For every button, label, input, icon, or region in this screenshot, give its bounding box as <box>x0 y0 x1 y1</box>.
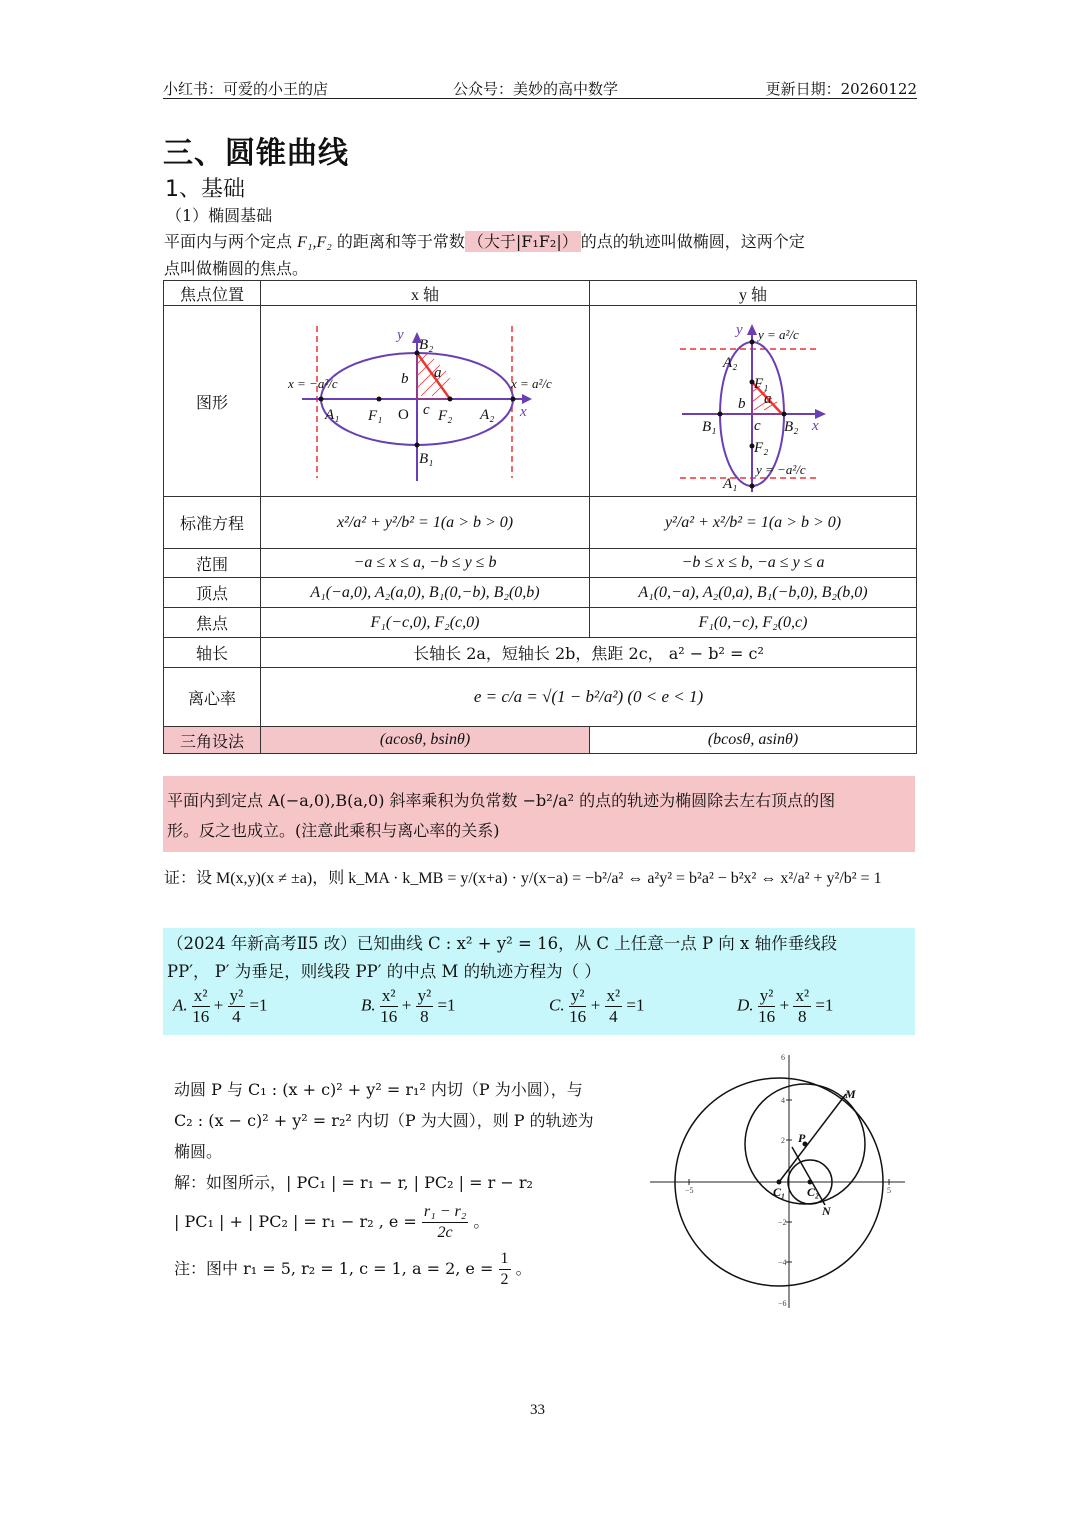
y-axis-label: y <box>397 327 404 343</box>
tick-label: −4 <box>778 1258 787 1267</box>
frac-num: y² <box>759 986 774 1005</box>
vertex-label: A₂ <box>723 355 738 371</box>
page-number: 33 <box>530 1402 545 1418</box>
vertex-label: A₁ <box>723 476 738 492</box>
note-text: 注：图中 r₁ = 5, r₂ = 1, c = 1, a = 2, e = <box>174 1259 494 1278</box>
row-label: 离心率 <box>164 668 261 727</box>
segment-label: c <box>423 402 430 418</box>
solution-text: 。 <box>473 1212 490 1231</box>
tick-label: 4 <box>781 1096 785 1105</box>
ellipse-y-figure <box>590 306 916 492</box>
segment-label: a <box>434 365 442 381</box>
segment-label: b <box>738 396 746 412</box>
tick-label: 5 <box>887 1186 891 1195</box>
equation-y: y²/a² + x²/b² = 1(a > b > 0) <box>590 497 917 549</box>
vertices-y: A₁(0,−a), A₂(0,a), B₁(−b,0), B₂(b,0) <box>590 578 917 608</box>
point-label: N <box>822 1204 831 1218</box>
option-letter: D. <box>737 995 754 1015</box>
solution-line <box>174 1202 644 1243</box>
tick-label: −5 <box>685 1186 694 1195</box>
frac-den: 4 <box>232 1007 241 1026</box>
circles-figure <box>640 1050 920 1310</box>
header-center: 公众号：美妙的高中数学 <box>453 80 619 98</box>
solution-line: 解：如图所示，| PC₁ | = r₁ − r, | PC₂ | = r − r₂ <box>174 1173 533 1192</box>
point-label: C₂ <box>807 1185 820 1199</box>
x-axis-label: x <box>520 404 527 420</box>
solution-text: | PC₁ | + | PC₂ | = r₁ − r₂ , e = <box>174 1212 417 1231</box>
focus-label: F₂ <box>754 440 769 456</box>
option-a[interactable]: A. $\frac{\text{x²}}{16}$ + $\frac{\text{y²}}{4}$ =1 <box>173 986 268 1026</box>
note-line <box>174 1249 644 1290</box>
frac-num: y² <box>417 986 432 1005</box>
frac-den: 16 <box>380 1007 398 1026</box>
row-label: 轴长 <box>164 638 261 668</box>
frac-num: x² <box>606 986 621 1005</box>
page-header <box>163 78 917 99</box>
foci-y: F₁(0,−c), F₂(0,c) <box>590 608 917 638</box>
eccentricity: e = c/a = √(1 − b²/a²) (0 < e < 1) <box>261 668 917 727</box>
frac-num: r₁ − r₂ <box>422 1202 468 1223</box>
equation-x: x²/a² + y²/b² = 1(a > b > 0) <box>261 497 590 549</box>
frac-den: 4 <box>609 1007 618 1026</box>
param-x: (acosθ, bsinθ) <box>261 727 590 754</box>
header-right: 更新日期：20260122 <box>765 80 917 98</box>
tick-label: 2 <box>781 1136 785 1145</box>
theorem-line: 形。反之也成立。(注意此乘积与离心率的关系) <box>167 821 500 840</box>
foci-x: F₁(−c,0), F₂(c,0) <box>261 608 590 638</box>
slope-product-box <box>163 776 915 852</box>
option-rhs: =1 <box>249 995 268 1015</box>
proof-line: 证：设 M(x,y)(x ≠ ±a)，则 k_MA · k_MB = y/(x+a) · y/(x−a) = −b²/a² ⇔ a²y² = b²a² − b²x² ⇔ x²/a² + y²/b² = 1 <box>164 870 882 887</box>
table-header: x 轴 <box>261 281 590 306</box>
param-y: (bcosθ, asinθ) <box>590 727 917 754</box>
definition-text: 的点的轨迹叫做椭圆，这两个定 <box>580 232 805 251</box>
point-label: M <box>845 1087 856 1101</box>
frac-den: 8 <box>420 1007 429 1026</box>
vertex-label: A₁ <box>325 407 340 423</box>
axis-lengths: 长轴长 2a，短轴长 2b，焦距 2c， a² − b² = c² <box>261 638 917 668</box>
row-label: 焦点 <box>164 608 261 638</box>
vertices-x: A₁(−a,0), A₂(a,0), B₁(0,−b), B₂(0,b) <box>261 578 590 608</box>
vertex-label: A₂ <box>480 407 495 423</box>
table-header: 焦点位置 <box>164 281 261 306</box>
sub-sub-title: （1）椭圆基础 <box>166 206 273 225</box>
section-title: 三、圆锥曲线 <box>163 136 349 171</box>
definition-paragraph <box>164 229 920 282</box>
theorem-line: 平面内到定点 A(−a,0),B(a,0) 斜率乘积为负常数 −b²/a² 的点的轨迹为椭圆除去左右顶点的图 <box>167 791 836 810</box>
figure-y-cell <box>590 306 917 497</box>
problem-text <box>167 930 915 986</box>
focus-label: F₁ <box>754 376 769 392</box>
frac-den: 16 <box>569 1007 587 1026</box>
problem-line: PP′， P′ 为垂足，则线段 PP′ 的中点 M 的轨迹方程为（ ） <box>167 962 601 981</box>
segment-label: c <box>754 418 761 434</box>
tick-label: −2 <box>778 1218 787 1227</box>
circle-problem <box>174 1074 644 1290</box>
problem-line: 动圆 P 与 C₁ : (x + c)² + y² = r₁² 内切（P 为小圆），与 <box>174 1080 583 1099</box>
vertex-label: B₂ <box>784 419 799 435</box>
frac-den: 16 <box>758 1007 776 1026</box>
definition-text: 平面内与两个定点 <box>164 232 293 251</box>
frac-num: y² <box>570 986 585 1005</box>
frac-den: 2c <box>437 1224 453 1241</box>
option-rhs: =1 <box>437 995 456 1015</box>
frac-num: x² <box>193 986 208 1005</box>
definition-text: 的距离和等于常数 <box>336 232 465 251</box>
frac-num: x² <box>795 986 810 1005</box>
range-y: −b ≤ x ≤ b, −a ≤ y ≤ a <box>590 549 917 578</box>
focus-label: F₁ <box>368 408 383 424</box>
focus-label: F₂ <box>438 408 453 424</box>
vertex-label: B₁ <box>702 419 717 435</box>
frac-den: 16 <box>192 1007 210 1026</box>
figure-x-cell <box>261 306 590 497</box>
exam-problem-box <box>163 928 915 1035</box>
point-label: P <box>798 1131 806 1145</box>
x-axis-label: x <box>812 418 819 434</box>
option-d[interactable]: D. $\frac{\text{y²}}{16}$ + $\frac{\text{x²}}{8}$ =1 <box>737 986 834 1026</box>
origin-label: O <box>398 407 409 423</box>
subsection-title: 1、基础 <box>165 177 245 202</box>
y-axis-label: y <box>736 322 743 338</box>
directrix-label: y = −a²/c <box>756 462 806 477</box>
frac-num: x² <box>381 986 396 1005</box>
row-label: 图形 <box>164 306 261 497</box>
tick-label: −6 <box>778 1299 787 1308</box>
problem-line: （2024 年新高考Ⅱ5 改）已知曲线 C : x² + y² = 16，从 C 上任意一点 P 向 x 轴作垂线段 <box>167 934 838 953</box>
option-b[interactable]: B. $\frac{\text{x²}}{16}$ + $\frac{\text{y²}}{8}$ =1 <box>361 986 456 1026</box>
problem-line: 椭圆。 <box>174 1142 223 1161</box>
segment-label: b <box>401 371 409 387</box>
row-label: 顶点 <box>164 578 261 608</box>
tick-label: 6 <box>781 1053 785 1062</box>
option-c[interactable]: C. $\frac{\text{y²}}{16}$ + $\frac{\text{x²}}{4}$ =1 <box>549 986 645 1026</box>
problem-line: C₂ : (x − c)² + y² = r₂² 内切（P 为大圆），则 P 的轨迹为 <box>174 1111 594 1130</box>
option-letter: A. <box>173 995 188 1015</box>
row-label: 范围 <box>164 549 261 578</box>
table-header: y 轴 <box>590 281 917 306</box>
directrix-label: y = a²/c <box>758 327 799 342</box>
vertex-label: B₂ <box>419 337 434 353</box>
point-label: C₁ <box>773 1185 786 1199</box>
frac-den: 8 <box>798 1007 807 1026</box>
frac-num: 1 <box>499 1249 511 1270</box>
row-label: 标准方程 <box>164 497 261 549</box>
directrix-label: x = a²/c <box>511 376 552 391</box>
frac-num: y² <box>229 986 244 1005</box>
option-letter: B. <box>361 995 376 1015</box>
ellipse-table <box>163 280 917 754</box>
option-rhs: =1 <box>815 995 834 1015</box>
definition-text: 点叫做椭圆的焦点。 <box>164 259 309 278</box>
ellipse-x-figure <box>262 306 588 492</box>
directrix-label: x = −a²/c <box>288 376 338 391</box>
header-left: 小红书：可爱的小王的店 <box>163 80 329 98</box>
vertex-label: B₁ <box>419 451 434 467</box>
definition-highlight: （大于|F₁F₂|） <box>465 231 581 252</box>
definition-foci: F₁,F₂ <box>297 234 332 251</box>
note-text: 。 <box>515 1259 532 1278</box>
segment-label: a <box>764 391 772 407</box>
option-letter: C. <box>549 995 565 1015</box>
option-rhs: =1 <box>626 995 645 1015</box>
range-x: −a ≤ x ≤ a, −b ≤ y ≤ b <box>261 549 590 578</box>
frac-den: 2 <box>500 1271 509 1288</box>
row-label: 三角设法 <box>164 727 261 754</box>
